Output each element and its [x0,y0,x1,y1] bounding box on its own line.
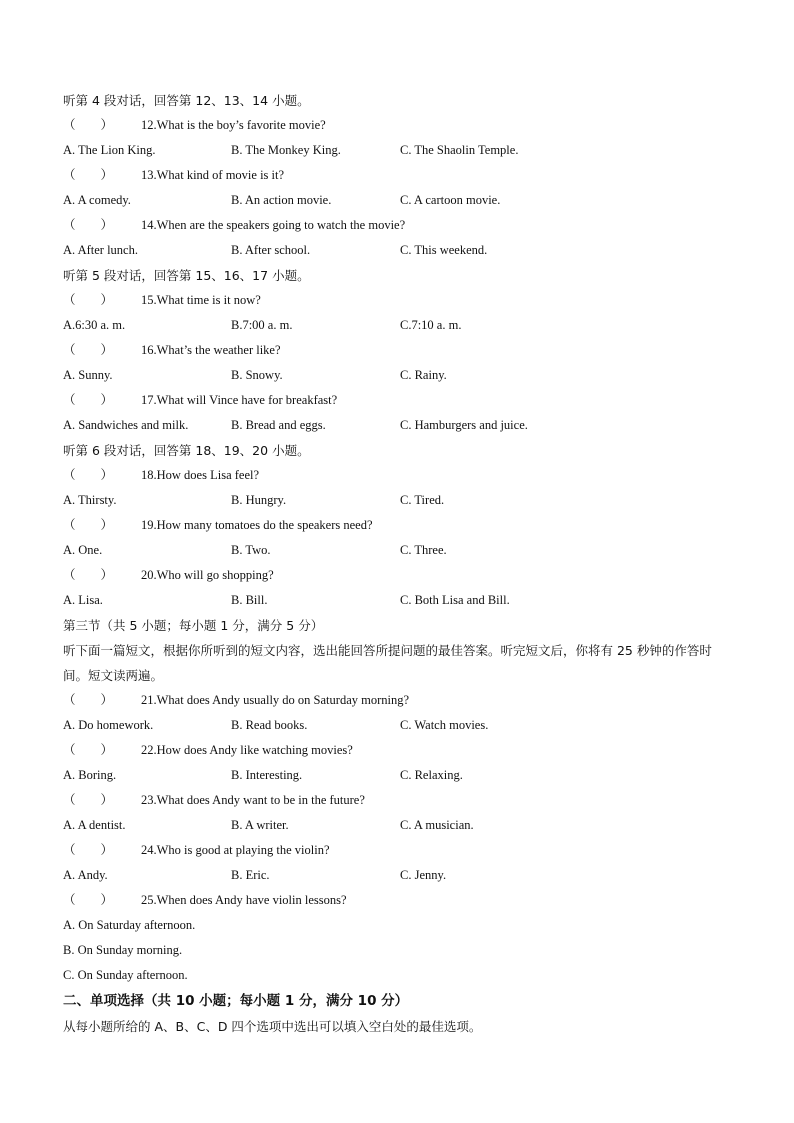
answer-paren: （ ） [63,568,114,582]
option-a: A. A comedy. [63,193,131,207]
question-text: What’s the weather like? [156,343,281,357]
option-b: B. After school. [231,243,311,257]
options-row [63,588,743,613]
question-number: 23 [141,793,154,807]
question-number: 14 [141,218,154,232]
option-c: C. Both Lisa and Bill. [400,593,510,607]
question-text: What kind of movie is it? [156,168,285,182]
part2-title: 二、单项选择（共 10 小题；每小题 1 分，满分 10 分） [63,993,409,1009]
options-row [63,138,743,163]
option-a: A. Sunny. [63,368,113,382]
option-b: B. Snowy. [231,368,283,382]
option-c: C. Rainy. [400,368,447,382]
question-24 [63,838,743,863]
option-b: B. An action movie. [231,193,332,207]
question-25 [63,888,743,913]
question-dot: . [153,218,157,232]
options-row [63,763,743,788]
option-a: A. A dentist. [63,818,126,832]
question-number: 22 [141,743,154,757]
option-c: C. Hamburgers and juice. [400,418,528,432]
option-c: C. Relaxing. [400,768,463,782]
option-c: C. A cartoon movie. [400,193,501,207]
answer-blank [63,738,141,763]
answer-blank [63,513,141,538]
option-a: A. Lisa. [63,593,103,607]
question-dot: . [153,118,157,132]
answer-blank [63,288,141,313]
answer-paren: （ ） [63,218,114,232]
question-21 [63,688,743,713]
answer-blank [63,213,141,238]
option-b: B. Eric. [231,868,270,882]
answer-blank [63,388,141,413]
options-row [63,413,743,438]
answer-paren: （ ） [63,293,114,307]
question-text: How does Andy like watching movies? [156,743,353,757]
answer-blank [63,113,141,138]
question-number: 25 [141,893,154,907]
answer-paren: （ ） [63,743,114,757]
option-b: B. Two. [231,543,271,557]
option-a: A. Do homework. [63,718,154,732]
question-text: How many tomatoes do the speakers need? [156,518,373,532]
answer-paren: （ ） [63,843,114,857]
question-19 [63,513,743,538]
question-23 [63,788,743,813]
answer-blank [63,338,141,363]
option-a: A. After lunch. [63,243,138,257]
question-number: 18 [141,468,154,482]
options-row [63,488,743,513]
question-20 [63,563,743,588]
answer-blank [63,688,141,713]
question-12 [63,113,743,138]
options-row [63,188,743,213]
option-b: B. Hungry. [231,493,287,507]
option-a: A. Andy. [63,868,108,882]
option-b: B. Bill. [231,593,268,607]
question-text: Who is good at playing the violin? [156,843,330,857]
options-row [63,538,743,563]
question-15 [63,288,743,313]
option-c: C. Three. [400,543,447,557]
answer-blank [63,838,141,863]
question-dot: . [153,693,157,707]
question-number: 19 [141,518,154,532]
question-dot: . [153,843,157,857]
question-text: What time is it now? [156,293,261,307]
question-text: When does Andy have violin lessons? [156,893,347,907]
answer-paren: （ ） [63,518,114,532]
question-text: When are the speakers going to watch the movie? [156,218,406,232]
question-number: 17 [141,393,154,407]
option-c: C. The Shaolin Temple. [400,143,519,157]
option-b: B. A writer. [231,818,289,832]
question-22 [63,738,743,763]
question-dot: . [153,343,157,357]
question-13 [63,163,743,188]
option-c: C. Watch movies. [400,718,489,732]
question-number: 21 [141,693,154,707]
answer-blank [63,888,141,913]
option-c: C. Jenny. [400,868,447,882]
option-c: C. A musician. [400,818,474,832]
option-c: C. This weekend. [400,243,488,257]
option-b: B. Interesting. [231,768,303,782]
answer-paren: （ ） [63,893,114,907]
option-b: B. The Monkey King. [231,143,341,157]
answer-paren: （ ） [63,793,114,807]
answer-blank [63,463,141,488]
answer-blank [63,163,141,188]
option-row-a: A. On Saturday afternoon. [63,918,196,932]
option-c: C.7:10 a. m. [400,318,462,332]
options-row [63,813,743,838]
option-b: B. Read books. [231,718,308,732]
answer-paren: （ ） [63,468,114,482]
question-number: 12 [141,118,154,132]
question-17 [63,388,743,413]
question-number: 16 [141,343,154,357]
options-row [63,713,743,738]
options-row [63,313,743,338]
question-dot: . [153,468,157,482]
option-a: A. Thirsty. [63,493,117,507]
question-dot: . [153,393,157,407]
part3-instructions: 听下面一篇短文，根据你所听到的短文内容，选出能回答所提问题的最佳答案。听完短文后，你将有 25 秒钟的作答时间。短文读两遍。 [63,643,712,683]
question-dot: . [153,518,157,532]
answer-blank [63,563,141,588]
question-text: How does Lisa feel? [156,468,260,482]
section-header: 听第 6 段对话，回答第 18、19、20 小题。 [63,443,310,458]
question-number: 20 [141,568,154,582]
options-row [63,238,743,263]
answer-blank [63,788,141,813]
section-header: 听第 5 段对话，回答第 15、16、17 小题。 [63,268,310,283]
question-text: What will Vince have for breakfast? [156,393,338,407]
question-text: What does Andy want to be in the future? [156,793,365,807]
option-a: A. Boring. [63,768,117,782]
document-body [63,88,743,1039]
part3-title: 第三节（共 5 小题；每小题 1 分，满分 5 分） [63,618,324,633]
answer-paren: （ ） [63,393,114,407]
question-number: 24 [141,843,154,857]
answer-paren: （ ） [63,168,114,182]
question-number: 13 [141,168,154,182]
question-dot: . [153,568,157,582]
option-row-c: C. On Sunday afternoon. [63,968,188,982]
options-row [63,863,743,888]
answer-paren: （ ） [63,118,114,132]
question-dot: . [153,293,157,307]
options-row [63,363,743,388]
question-16 [63,338,743,363]
section-header: 听第 4 段对话，回答第 12、13、14 小题。 [63,93,310,108]
question-dot: . [153,168,157,182]
part2-instructions: 从每小题所给的 A、B、C、D 四个选项中选出可以填入空白处的最佳选项。 [63,1019,482,1034]
option-c: C. Tired. [400,493,445,507]
question-text: What is the boy’s favorite movie? [156,118,326,132]
answer-paren: （ ） [63,693,114,707]
question-dot: . [153,893,157,907]
answer-paren: （ ） [63,343,114,357]
question-18 [63,463,743,488]
question-number: 15 [141,293,154,307]
question-dot: . [153,743,157,757]
option-b: B.7:00 a. m. [231,318,293,332]
option-a: A. Sandwiches and milk. [63,418,189,432]
option-a: A. One. [63,543,103,557]
option-a: A. The Lion King. [63,143,156,157]
option-b: B. Bread and eggs. [231,418,326,432]
option-row-b: B. On Sunday morning. [63,943,183,957]
question-14 [63,213,743,238]
question-text: What does Andy usually do on Saturday morning? [156,693,410,707]
question-dot: . [153,793,157,807]
option-a: A.6:30 a. m. [63,318,126,332]
question-text: Who will go shopping? [156,568,274,582]
